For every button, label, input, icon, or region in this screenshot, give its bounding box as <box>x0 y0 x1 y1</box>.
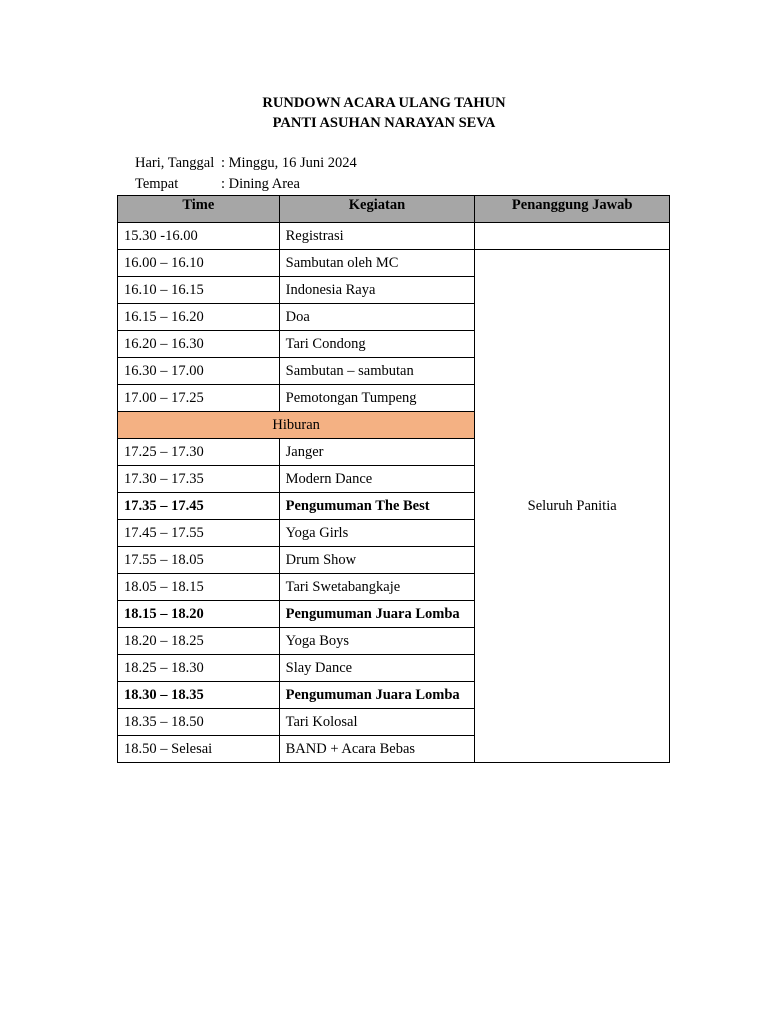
time-cell: 18.20 – 18.25 <box>118 628 280 655</box>
time-cell: 16.10 – 16.15 <box>118 277 280 304</box>
table-row <box>118 250 670 277</box>
time-cell: 18.30 – 18.35 <box>118 682 280 709</box>
activity-cell: Tari Swetabangkaje <box>279 574 475 601</box>
time-cell: 16.20 – 16.30 <box>118 331 280 358</box>
responsible-cell: Seluruh Panitia <box>475 250 670 763</box>
activity-cell: Slay Dance <box>279 655 475 682</box>
date-value: : Minggu, 16 Juni 2024 <box>221 155 357 171</box>
date-label: Hari, Tanggal <box>135 155 215 171</box>
time-cell: 16.30 – 17.00 <box>118 358 280 385</box>
document-title <box>0 93 768 133</box>
time-cell: 18.05 – 18.15 <box>118 574 280 601</box>
activity-cell: Janger <box>279 439 475 466</box>
table-header-row <box>118 196 670 223</box>
activity-cell: Registrasi <box>279 223 475 250</box>
time-cell: 18.50 – Selesai <box>118 736 280 763</box>
activity-cell: Pemotongan Tumpeng <box>279 385 475 412</box>
activity-cell: Pengumuman Juara Lomba <box>279 601 475 628</box>
title-line-1: RUNDOWN ACARA ULANG TAHUN <box>262 95 506 111</box>
activity-cell: Tari Kolosal <box>279 709 475 736</box>
time-cell: 16.00 – 16.10 <box>118 250 280 277</box>
place-value: : Dining Area <box>221 176 300 192</box>
header-time: Time <box>118 196 280 223</box>
date-line <box>135 153 357 173</box>
activity-cell: Sambutan – sambutan <box>279 358 475 385</box>
activity-cell: Pengumuman The Best <box>279 493 475 520</box>
time-cell: 17.55 – 18.05 <box>118 547 280 574</box>
time-cell: 18.25 – 18.30 <box>118 655 280 682</box>
activity-cell: Sambutan oleh MC <box>279 250 475 277</box>
time-cell: 17.45 – 17.55 <box>118 520 280 547</box>
time-cell: 17.00 – 17.25 <box>118 385 280 412</box>
responsible-cell-empty <box>475 223 670 250</box>
header-responsible: Penanggung Jawab <box>475 196 670 223</box>
activity-cell: Tari Condong <box>279 331 475 358</box>
time-cell: 17.30 – 17.35 <box>118 466 280 493</box>
header-activity: Kegiatan <box>279 196 475 223</box>
section-hiburan: Hiburan <box>118 412 475 439</box>
activity-cell: Pengumuman Juara Lomba <box>279 682 475 709</box>
place-label: Tempat <box>135 176 179 192</box>
time-cell: 18.35 – 18.50 <box>118 709 280 736</box>
activity-cell: BAND + Acara Bebas <box>279 736 475 763</box>
activity-cell: Doa <box>279 304 475 331</box>
time-cell: 15.30 -16.00 <box>118 223 280 250</box>
place-line <box>135 174 300 194</box>
activity-cell: Drum Show <box>279 547 475 574</box>
rundown-table <box>117 195 670 763</box>
activity-cell: Yoga Girls <box>279 520 475 547</box>
time-cell: 17.35 – 17.45 <box>118 493 280 520</box>
title-line-2: PANTI ASUHAN NARAYAN SEVA <box>272 115 496 131</box>
time-cell: 17.25 – 17.30 <box>118 439 280 466</box>
time-cell: 16.15 – 16.20 <box>118 304 280 331</box>
table-row <box>118 223 670 250</box>
time-cell: 18.15 – 18.20 <box>118 601 280 628</box>
activity-cell: Yoga Boys <box>279 628 475 655</box>
activity-cell: Indonesia Raya <box>279 277 475 304</box>
activity-cell: Modern Dance <box>279 466 475 493</box>
